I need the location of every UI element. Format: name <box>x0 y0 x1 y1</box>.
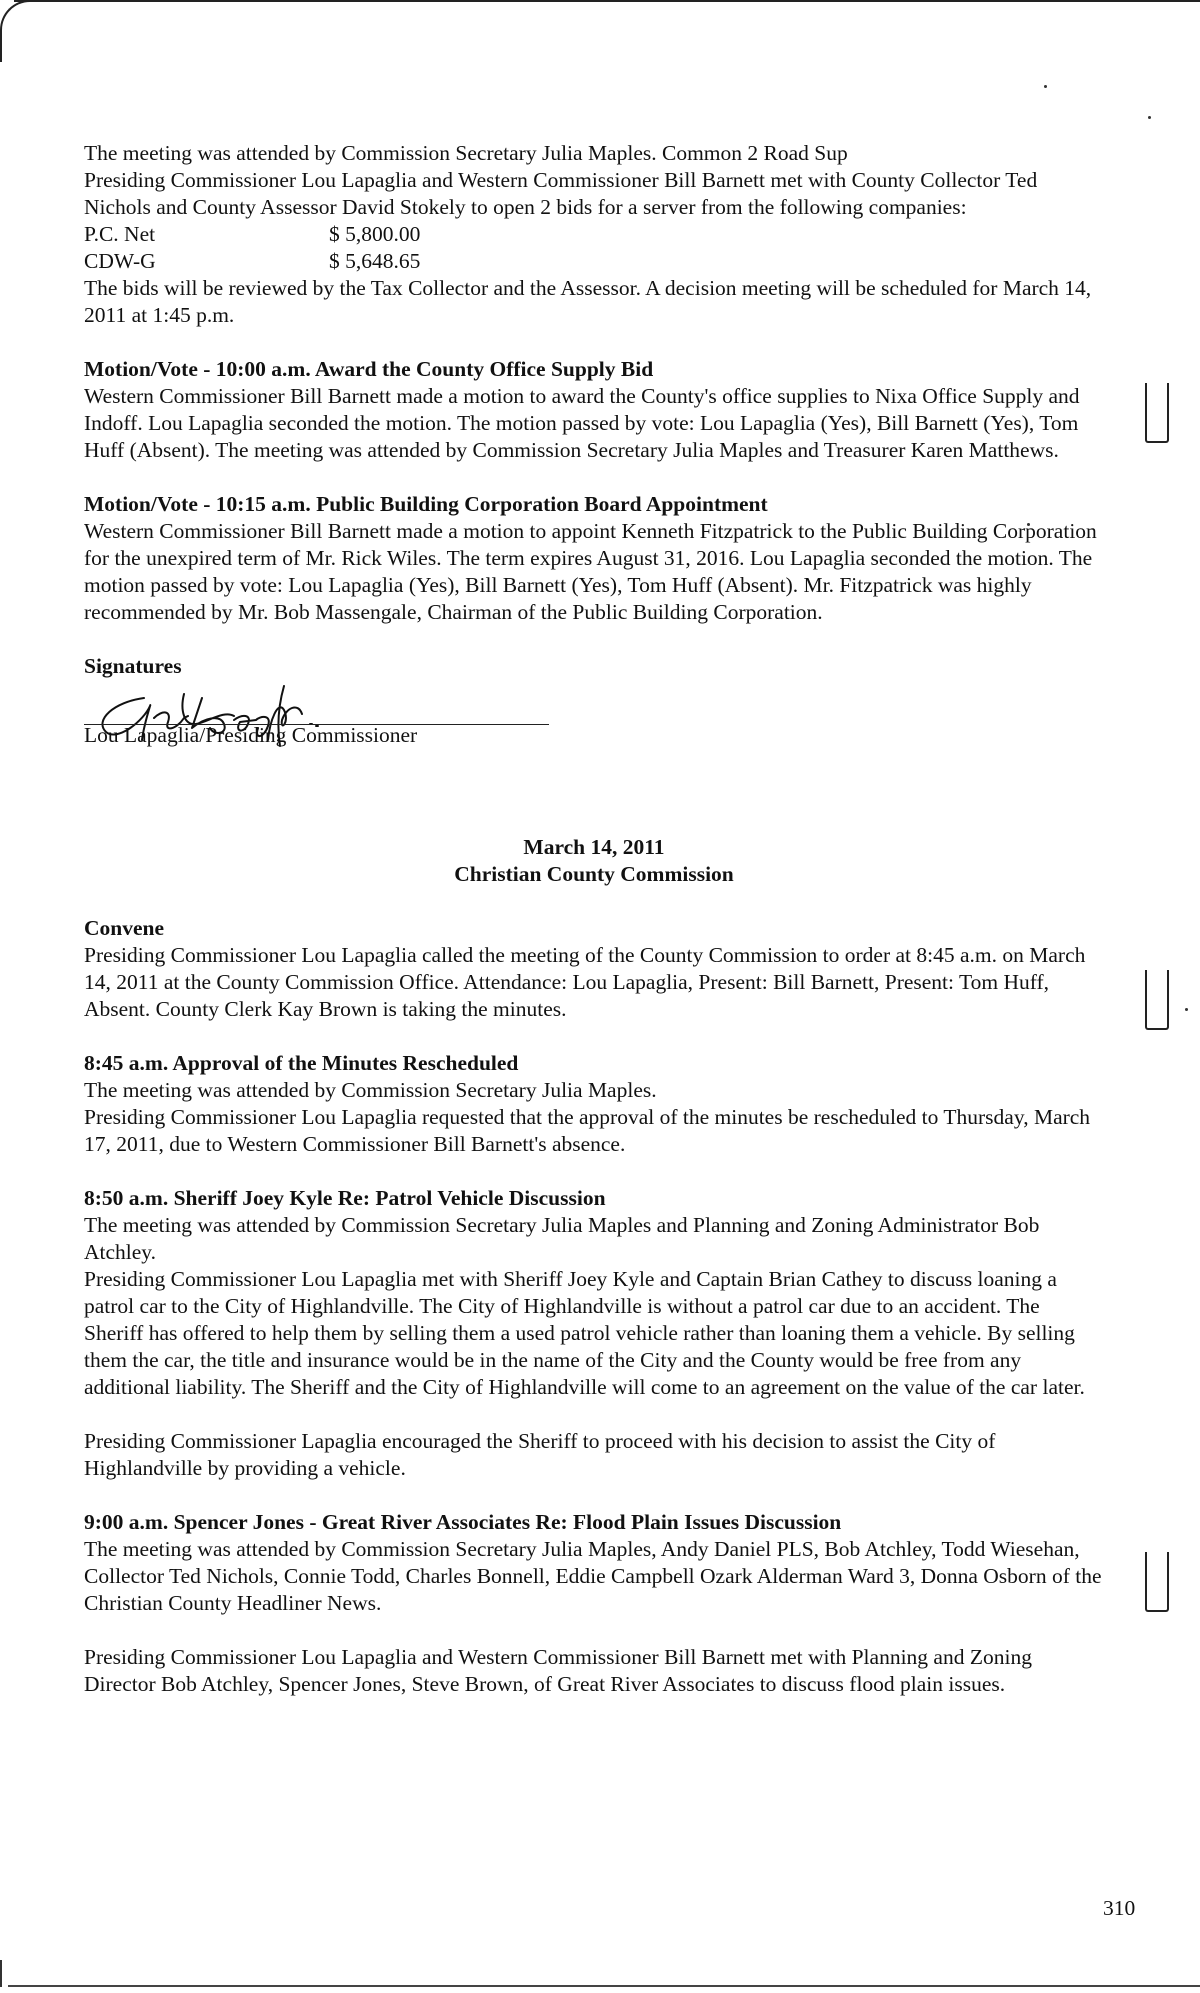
bid-company: CDW-G <box>84 249 156 273</box>
bid-review-text: The bids will be reviewed by the Tax Collector and the Assessor. A decision meeting will be scheduled for March 14, 2011 at 1:45 p.m. <box>84 276 1092 327</box>
pbc-appointment-text: Western Commissioner Bill Barnett made a motion to appoint Kenneth Fitzpatrick to the Public Building Corporation for the unexpired term of Mr. Rick Wiles. The term expires August 31, 2016. Lou Lapaglia seconded the motion. The motion passed by vote: Lou Lapaglia (Yes), Bill Barnett (Yes), Tom Huff (Absent). Mr. Fitzpatrick was highly recommended by Mr. Bob Massengale, Chairman of the Public Building Corporation. <box>84 519 1097 624</box>
signature-caption: Lou Lapaglia/Presiding Commissioner <box>84 723 418 747</box>
sheriff-text: Presiding Commissioner Lou Lapaglia met with Sheriff Joey Kyle and Captain Brian Cathey to discuss loaning a patrol car to the City of Highlandville. The City of Highlandville is without a patrol car due to an accident. The Sheriff has offered to help them by selling them a used patrol vehicle rather than loaning them a vehicle. By selling them the car, the title and insurance would be in the name of the City and the County would be free from any additional liability. The Sheriff and the City of Highlandville will come to an agreement on the value of the car later. <box>84 1267 1085 1399</box>
page-top-edge <box>14 0 1200 2</box>
scan-speck <box>1044 85 1047 88</box>
page-number: 310 <box>1103 1896 1136 1920</box>
bid-attendance-text: The meeting was attended by Commission Secretary Julia Maples. Common 2 Road Sup <box>84 141 848 165</box>
signature-block <box>84 680 1104 752</box>
bid-amount: $ 5,800.00 <box>329 222 421 246</box>
page-bottom-corner <box>0 1960 12 1987</box>
margin-bracket <box>1145 1552 1169 1612</box>
scan-speck <box>1185 1008 1188 1011</box>
sheriff-decision-text: Presiding Commissioner Lapaglia encouraged the Sheriff to proceed with his decision to assist the City of Highlandville by providing a vehicle. <box>84 1429 996 1480</box>
minutes-text: Presiding Commissioner Lou Lapaglia requested that the approval of the minutes be rescheduled to Thursday, March 17, 2011, due to Western Commissioner Bill Barnett's absence. <box>84 1105 1091 1156</box>
minutes-heading: 8:45 a.m. Approval of the Minutes Rescheduled <box>84 1051 519 1075</box>
signatures-heading: Signatures <box>84 654 182 678</box>
minutes-attendance-text: The meeting was attended by Commission Secretary Julia Maples. <box>84 1078 657 1102</box>
bid-list <box>84 221 1104 275</box>
bid-amount: $ 5,648.65 <box>329 249 421 273</box>
meeting-date: March 14, 2011 <box>523 835 665 859</box>
flood-plain-heading: 9:00 a.m. Spencer Jones - Great River Associates Re: Flood Plain Issues Discussion <box>84 1510 842 1534</box>
office-supply-heading: Motion/Vote - 10:00 a.m. Award the County Office Supply Bid <box>84 357 654 381</box>
scan-speck <box>1148 116 1151 119</box>
convene-text: Presiding Commissioner Lou Lapaglia called the meeting of the County Commission to order at 8:45 a.m. on March 14, 2011 at the County Commission Office. Attendance: Lou Lapaglia, Present: Bill Barnett, Present: Tom Huff, Absent. County Clerk Kay Brown is taking the minutes. <box>84 943 1086 1021</box>
page-corner-curl <box>0 0 32 62</box>
sheriff-heading: 8:50 a.m. Sheriff Joey Kyle Re: Patrol Vehicle Discussion <box>84 1186 606 1210</box>
flood-plain-text: Presiding Commissioner Lou Lapaglia and Western Commissioner Bill Barnett met with Planning and Zoning Director Bob Atchley, Spencer Jones, Steve Brown, of Great River Associates to discuss flood plain issues. <box>84 1645 1032 1696</box>
minutes-body <box>84 140 1104 1698</box>
convene-heading: Convene <box>84 916 165 940</box>
margin-bracket <box>1145 383 1169 443</box>
pbc-appointment-heading: Motion/Vote - 10:15 a.m. Public Building Corporation Board Appointment <box>84 492 768 516</box>
sheriff-attendance-text: The meeting was attended by Commission Secretary Julia Maples and Planning and Zoning Administrator Bob Atchley. <box>84 1213 1040 1264</box>
bid-company: P.C. Net <box>84 222 156 246</box>
margin-bracket <box>1145 970 1169 1030</box>
page-bottom-edge <box>8 1985 1200 1987</box>
meeting-body-name: Christian County Commission <box>454 862 734 886</box>
office-supply-text: Western Commissioner Bill Barnett made a motion to award the County's office supplies to Nixa Office Supply and Indoff. Lou Lapaglia seconded the motion. The motion passed by vote: Lou Lapaglia (Yes), Bill Barnett (Yes), Tom Huff (Absent). The meeting was attended by Commission Secretary Julia Maples and Treasurer Karen Matthews. <box>84 384 1080 462</box>
flood-plain-attendance-text: The meeting was attended by Commission Secretary Julia Maples, Andy Daniel PLS, Bob Atchley, Todd Wiesehan, Collector Ted Nichols, Connie Todd, Charles Bonnell, Eddie Campbell Ozark Alderman Ward 3, Donna Osborn of the Christian County Headliner News. <box>84 1537 1102 1615</box>
bid-opening-text: Presiding Commissioner Lou Lapaglia and Western Commissioner Bill Barnett met with County Collector Ted Nichols and County Assessor David Stokely to open 2 bids for a server from the following companies: <box>84 168 1038 219</box>
